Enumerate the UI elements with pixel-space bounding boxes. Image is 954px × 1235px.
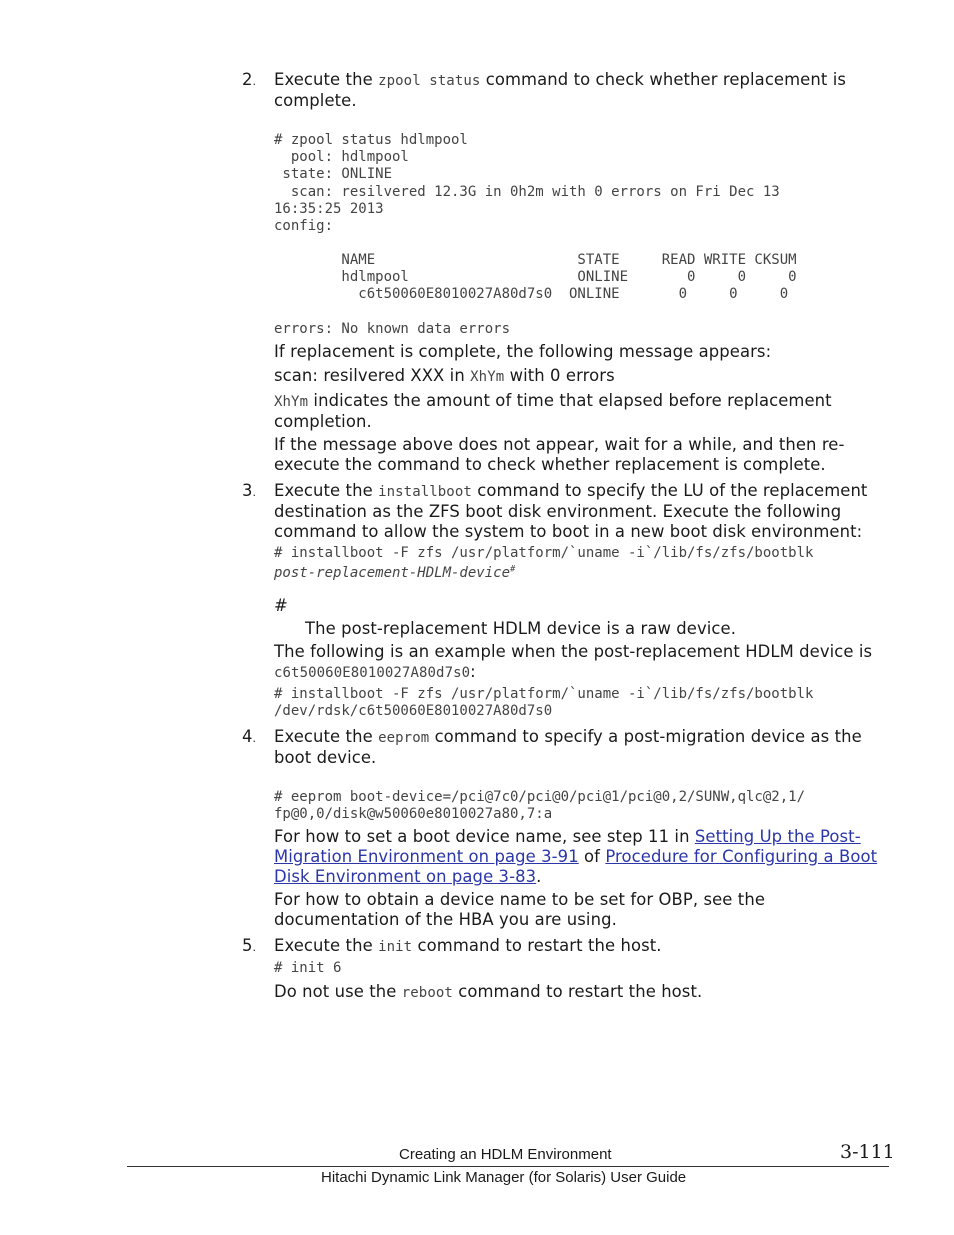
variable-code: XhYm <box>470 369 505 385</box>
zpool-errors-line <box>274 321 510 338</box>
step-5-number: 5 <box>242 936 253 955</box>
code-line: # installboot -F zfs /usr/platform/`uname -i`/lib/fs/zfs/bootblk <box>274 686 814 702</box>
step-2-intro <box>274 70 884 111</box>
command-name: init <box>378 939 413 955</box>
code-line: pool: hdlmpool <box>274 149 409 166</box>
step-number: 3. <box>242 481 256 500</box>
step-4-intro <box>274 727 874 768</box>
completion-message <box>274 366 884 387</box>
intro-text: Execute the <box>274 727 379 746</box>
command-name: reboot <box>401 985 453 1001</box>
intro-text: command to restart the host. <box>412 936 662 955</box>
step-number: 5. <box>242 936 256 955</box>
command-name: zpool status <box>378 73 481 89</box>
code-line-variable <box>274 565 813 582</box>
step-5-intro <box>274 936 874 957</box>
step-number: 2. <box>242 70 256 89</box>
retry-instruction: If the message above does not appear, wait for a while, and then re-execute the command to check whether replacement is complete. <box>274 435 845 474</box>
intro-text: command to specify the LU of the replacement destination as the ZFS boot disk environment. Execute the following command to allow the system to boot in a new boot disk environment: <box>274 481 868 541</box>
code-line: 16:35:25 2013 <box>274 200 384 217</box>
init-command <box>274 960 341 977</box>
code-line: config: <box>274 218 334 235</box>
setting-up-post-migration-link[interactable]: Setting Up the Post-Migration Environment on page 3-91 <box>274 827 861 866</box>
code-line: /dev/rdsk/c6t50060E8010027A80d7s0 <box>274 703 553 720</box>
intro-text: command to check whether replacement is complete. <box>274 70 846 110</box>
code-line: # zpool status hdlmpool <box>274 132 468 148</box>
code-line: # init 6 <box>274 960 342 976</box>
device-name-code: c6t50060E8010027A80d7s0 <box>274 665 471 681</box>
eeprom-command <box>274 789 805 823</box>
zpool-config-table <box>274 252 797 304</box>
footnote-mark: # <box>510 564 516 575</box>
warning-text: Do not use the <box>274 982 402 1001</box>
reference-text: of <box>578 847 606 866</box>
step-3-intro <box>274 481 886 542</box>
example-text: : <box>470 662 476 681</box>
intro-text: command to specify a post-migration device as the boot device. <box>274 727 862 767</box>
footnote-text: The post-replacement HDLM device is a raw device. <box>305 619 737 638</box>
message-text: with 0 errors <box>504 366 615 385</box>
footer-book-title: Hitachi Dynamic Link Manager (for Solaris) User Guide <box>321 1169 687 1186</box>
message-text: scan: resilvered XXX in <box>274 366 471 385</box>
code-line: state: ONLINE <box>274 166 393 183</box>
obp-device-note: For how to obtain a device name to be set for OBP, see the documentation of the HBA you are using. <box>274 890 766 929</box>
completion-message-intro: If replacement is complete, the following message appears: <box>274 342 772 361</box>
variable-code: XhYm <box>274 394 309 410</box>
intro-text: Execute the <box>274 936 379 955</box>
step-number: 4. <box>242 727 256 746</box>
code-line: # eeprom boot-device=/pci@7c0/pci@0/pci@1/pci@0,2/SUNW,qlc@2,1/ <box>274 789 806 805</box>
code-line: scan: resilvered 12.3G in 0h2m with 0 errors on Fri Dec 13 <box>274 183 780 200</box>
boot-device-reference <box>274 827 884 887</box>
xhym-explanation <box>274 391 874 432</box>
code-line: # installboot -F zfs /usr/platform/`uname -i`/lib/fs/zfs/bootblk <box>274 545 814 561</box>
footer-section-title: Creating an HDLM Environment <box>399 1146 612 1163</box>
reboot-warning <box>274 982 874 1003</box>
step-4-number: 4 <box>242 727 253 746</box>
installboot-example-command <box>274 686 813 720</box>
footnote-mark: # <box>274 596 288 615</box>
step-3-number: 3 <box>242 481 253 500</box>
code-line: hdlmpool ONLINE 0 0 0 <box>274 269 797 286</box>
example-intro <box>274 642 886 683</box>
reference-text: For how to set a boot device name, see step 11 in <box>274 827 695 846</box>
explanation-text: indicates the amount of time that elapsed before replacement completion. <box>274 391 832 431</box>
example-text: The following is an example when the post-replacement HDLM device is <box>274 642 873 661</box>
code-line: fp@0,0/disk@w50060e8010027a80,7:a <box>274 806 553 823</box>
code-line: errors: No known data errors <box>274 321 511 337</box>
reference-text: . <box>536 867 542 886</box>
page-number: 3-111 <box>840 1141 895 1163</box>
command-name: eeprom <box>378 730 430 746</box>
code-line: NAME STATE READ WRITE CKSUM <box>274 252 797 268</box>
configuring-boot-disk-link[interactable]: Procedure for Configuring a Boot Disk Environment on page 3-83 <box>274 847 878 886</box>
device-placeholder: post-replacement-HDLM-device <box>274 565 511 582</box>
intro-text: Execute the <box>274 481 379 500</box>
warning-text: command to restart the host. <box>452 982 703 1001</box>
installboot-command <box>274 545 813 582</box>
code-line: c6t50060E8010027A80d7s0 ONLINE 0 0 0 <box>274 286 789 303</box>
command-name: installboot <box>378 484 472 500</box>
zpool-status-output <box>274 132 780 235</box>
intro-text: Execute the <box>274 70 379 89</box>
footer-divider <box>127 1166 889 1167</box>
step-2-number: 2 <box>242 70 253 89</box>
